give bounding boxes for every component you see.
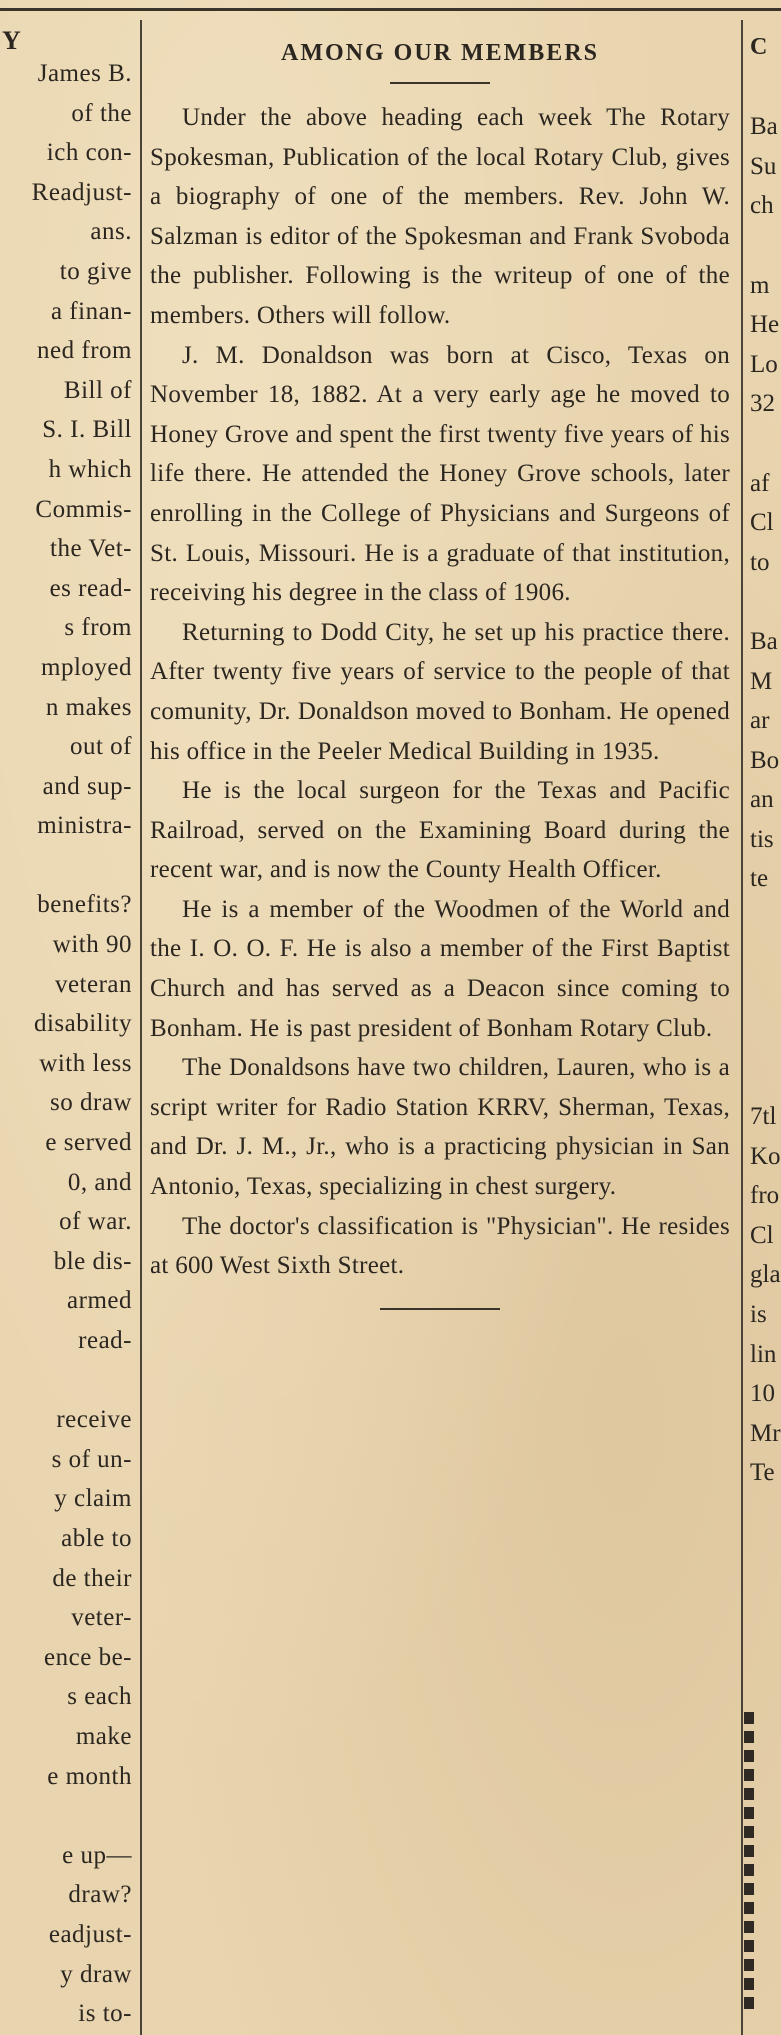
border-square (744, 1807, 754, 1819)
border-square (744, 1978, 754, 1990)
article-paragraph: He is a member of the Woodmen of the World and the I. O. O. F. He is also a member of the First Baptist Church and has served as a Deacon since coming to Bonham. He is past president of Bonham Rotary Club. (150, 895, 730, 1042)
ad-border-squares (744, 1712, 756, 2016)
right-column-line (750, 1018, 781, 1058)
border-square (744, 1997, 754, 2009)
right-column-line: ch (750, 192, 774, 220)
border-square (744, 1883, 754, 1895)
border-square (744, 1788, 754, 1800)
border-square (744, 1940, 754, 1952)
left-column-line: es read- (49, 574, 132, 602)
left-column-line (0, 846, 132, 886)
left-column-line: s from (64, 614, 132, 642)
left-column-line: veter- (71, 1604, 132, 1632)
left-column-line: de their (52, 1564, 132, 1592)
left-column-line: ministra- (37, 812, 132, 840)
left-column-line: veteran (54, 970, 132, 998)
left-column-line: benefits? (37, 891, 132, 919)
right-column-line: 32 (750, 390, 775, 418)
right-column-line: is (750, 1301, 767, 1328)
border-square (744, 1769, 754, 1781)
right-column-line: 7tl (750, 1103, 777, 1131)
left-column-line: and sup- (42, 772, 132, 800)
right-column-line: an (750, 786, 774, 814)
left-column-line: ned from (37, 337, 132, 365)
right-column-line: af (750, 469, 770, 497)
left-column-line: read- (78, 1327, 132, 1354)
article-paragraph: Returning to Dodd City, he set up his practice there. After twenty five years of service to the people of that comunity, Dr. Donaldson moved to Bonham. He opened his office in the Peeler Medical Building in 1935. (150, 618, 730, 765)
right-column-line: tis (750, 825, 774, 853)
left-column-line: disability (33, 1010, 132, 1038)
right-column-line: Te (750, 1459, 775, 1487)
left-column-line: y claim (54, 1485, 132, 1513)
right-column-line: gla (750, 1261, 781, 1289)
right-column-line: te (750, 865, 769, 893)
border-square (744, 1731, 754, 1743)
left-column-line: S. I. Bill (42, 416, 132, 444)
left-column-line: 0, and (67, 1168, 132, 1196)
left-column-line: out of (69, 733, 132, 761)
left-column-line: y draw (60, 1960, 132, 1988)
left-column-line: ans. (90, 218, 132, 246)
top-rule (0, 8, 781, 11)
border-square (744, 1845, 754, 1857)
left-column-line: James B. (37, 60, 132, 87)
left-column-line: able to (61, 1524, 132, 1552)
right-column-line: Ba (750, 627, 778, 655)
left-column-line: armed (67, 1287, 132, 1315)
left-column-line: ich con- (46, 139, 132, 167)
left-column-line: a finan- (50, 297, 132, 325)
right-column-line: M (750, 667, 773, 695)
left-column-line: s each (67, 1683, 132, 1711)
left-column-line: ence be- (44, 1643, 132, 1671)
right-column-line: Lo (750, 350, 778, 378)
article-end-rule (380, 1308, 500, 1310)
right-column-line (750, 899, 781, 939)
left-column-line: draw? (68, 1881, 132, 1909)
left-column-line: ble dis- (53, 1247, 132, 1275)
right-column-line: fro (750, 1182, 780, 1210)
right-column-line: ar (750, 707, 770, 735)
left-column-line: h which (48, 455, 132, 483)
article-paragraph: The doctor's classification is "Physician". He resides at 600 West Sixth Street. (150, 1212, 730, 1280)
left-column-line: so draw (50, 1089, 132, 1117)
left-column-line: the Vet- (50, 535, 132, 563)
left-column-line: receive (56, 1406, 132, 1434)
right-column-line (750, 226, 781, 266)
headline-rule (390, 82, 490, 84)
left-column-line: s of un- (51, 1445, 132, 1473)
right-column-line (750, 424, 781, 464)
left-column-line: e up— (62, 1841, 132, 1869)
article-headline: AMONG OUR MEMBERS (281, 40, 599, 66)
right-column-line: Su (750, 152, 777, 180)
right-column-line: Cl (750, 509, 774, 537)
left-column-line: Bill of (63, 376, 132, 404)
left-column-line: with 90 (52, 931, 132, 959)
column-rule-right (741, 20, 743, 2035)
left-column-line: with less (39, 1049, 132, 1077)
right-column-line: to (750, 548, 770, 576)
left-column-line: mployed (41, 653, 132, 681)
border-square (744, 1921, 754, 1933)
left-column-line: make (75, 1722, 132, 1750)
left-column-line: e served (45, 1129, 132, 1157)
border-square (744, 1750, 754, 1762)
right-column-line (750, 939, 781, 979)
left-column-line: to give (59, 257, 132, 285)
right-column-line: lin (750, 1340, 777, 1368)
border-square (744, 1902, 754, 1914)
right-column-line (750, 68, 781, 108)
left-column-line: n makes (45, 693, 132, 721)
left-column-line: Readjust- (31, 178, 132, 206)
right-column-fragment (750, 28, 781, 1493)
border-square (744, 1864, 754, 1876)
right-column-line: Ko (750, 1142, 781, 1170)
border-square (744, 1712, 754, 1724)
article-paragraph: The Donaldsons have two children, Lauren, who is a script writer for Radio Station KRRV, Sherman, Texas, and Dr. J. M., Jr., who is a practicing physician in San Antonio, Texas, specializing in chest surgery. (150, 1054, 730, 1201)
article-paragraph: J. M. Donaldson was born at Cisco, Texas on November 18, 1882. At a very early age he moved to Honey Grove and spent the first twenty five years of his life there. He attended the Honey Grove schools, later enrolling in the College of Physicians and Surgeons of St. Louis, Missouri. He is a graduate of that institution, receiving his degree in the class of 1906. (150, 341, 730, 607)
right-column-line (750, 582, 781, 622)
border-square (744, 1826, 754, 1838)
right-column-line (750, 1057, 781, 1097)
left-column-line (0, 1796, 132, 1836)
border-square (744, 1959, 754, 1971)
left-column-lines (0, 54, 132, 2034)
column-rule-left (140, 20, 142, 2035)
right-column-line: 10 (750, 1380, 775, 1408)
left-column-heading-fragment: Y (2, 28, 21, 55)
right-column-line: Cl (750, 1221, 774, 1249)
left-column-line: of the (71, 99, 132, 127)
right-column-lines (750, 68, 781, 1493)
right-column-line: Bo (750, 746, 780, 774)
left-column-line: Commis- (35, 495, 132, 523)
left-column-line: is to- (78, 2000, 132, 2028)
left-column-line: of war. (59, 1208, 132, 1236)
right-column-line: Ba (750, 113, 778, 141)
right-column-line: He (750, 311, 780, 339)
right-column-line (750, 978, 781, 1018)
article-paragraph: He is the local surgeon for the Texas and Pacific Railroad, served on the Examining Board during the recent war, and is now the County Health Officer. (150, 777, 730, 884)
left-column-line: e month (47, 1762, 132, 1790)
right-column-line: Mr (750, 1419, 781, 1447)
right-column-heading-fragment: C (750, 34, 768, 60)
left-column-line: eadjust- (48, 1920, 132, 1948)
left-column-fragment (0, 28, 132, 2034)
article-paragraph: Under the above heading each week The Rotary Spokesman, Publication of the local Rotary Club, gives a biography of one of the members. Rev. John W. Salzman is editor of the Spokesman and Frank Svoboda the publisher. Following is the writeup of one of the members. Others will follow. (150, 104, 730, 329)
article-among-our-members (150, 38, 730, 1310)
left-column-line (0, 1361, 132, 1401)
right-column-line: m (750, 271, 770, 299)
